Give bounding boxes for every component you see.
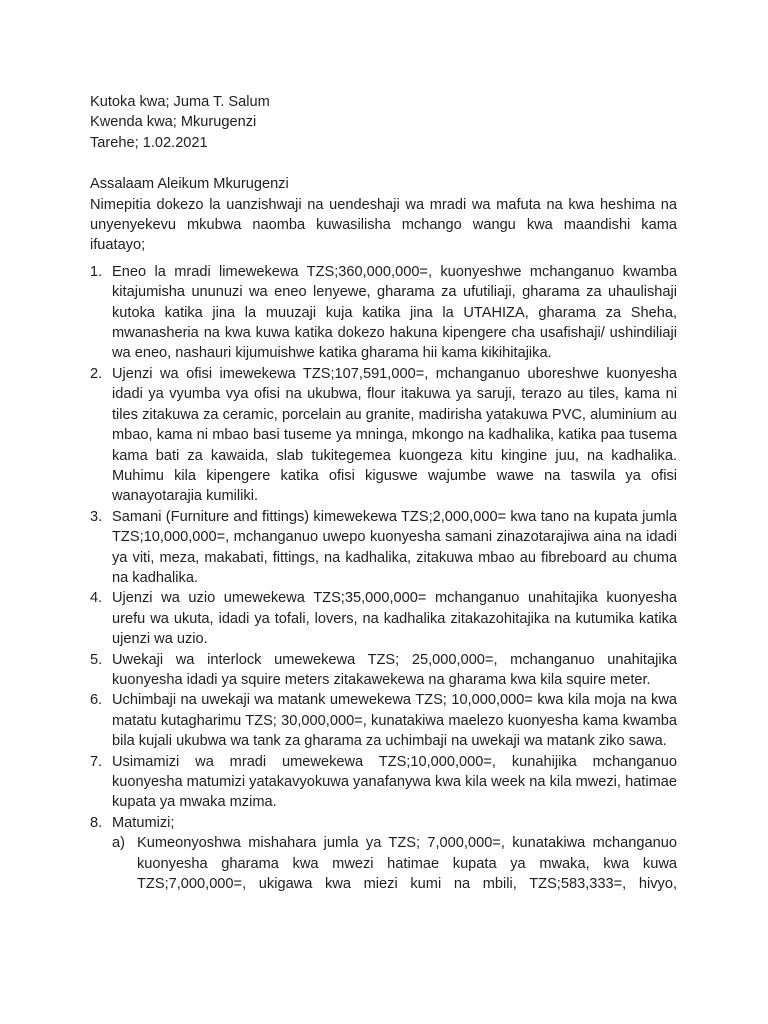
list-item: [90, 752, 677, 813]
list-number: 7.: [90, 753, 103, 770]
list-number: 5.: [90, 651, 103, 668]
list-item-text: Matumizi;: [112, 814, 175, 831]
list-item-text: Samani (Furniture and fittings) kimewekewa TZS;2,000,000= kwa tano na kupata jumla TZS;10,000,000=, mchanganuo uwepo kuonyesha samani zinazotarajiwa aina na idadi ya viti, meza, makabati, fittings, na kadhalika, zitakuwa mbao au fibreboard au chuma na kadhalika.: [112, 508, 677, 586]
list-number: 1.: [90, 263, 103, 280]
sub-list-letter: a): [112, 835, 125, 852]
list-item: [90, 507, 677, 589]
list-item-text: Usimamizi wa mradi umewekewa TZS;10,000,000=, kunahijika mchanganuo kuonyesha matumizi yatakavyokuwa yanafanywa kwa kila week na kila mwezi, hatimae kupata ya mwaka mzima.: [112, 753, 677, 811]
list-item: [90, 262, 677, 364]
intro-paragraph: Nimepitia dokezo la uanzishwaji na uendeshaji wa mradi wa mafuta na kwa heshima na unyenyekevu mkubwa naomba kuwasilisha mchango wangu kwa maandishi kama ifuatayo;: [90, 196, 677, 254]
list-item: [90, 588, 677, 649]
list-number: 2.: [90, 365, 103, 382]
list-number: 3.: [90, 508, 103, 525]
list-number: 8.: [90, 814, 103, 831]
from-line: Kutoka kwa; Juma T. Salum: [90, 94, 270, 110]
sub-list-item-text: Kumeonyoshwa mishahara jumla ya TZS; 7,000,000=, kunatakiwa mchanganuo kuonyesha gharama kwa mwezi hatimae kupata ya mwaka, kwa kuwa TZS;7,000,000=, ukigawa kwa miezi kumi na mbili, TZS;583,333=, hivyo,: [137, 835, 677, 893]
letter-page: [90, 92, 677, 894]
list-item: [90, 813, 677, 895]
list-number: 6.: [90, 692, 103, 709]
greeting: Assalaam Aleikum Mkurugenzi: [90, 176, 289, 193]
sub-list-item: [112, 833, 677, 894]
list-item: [90, 690, 677, 751]
list-item-text: Ujenzi wa ofisi imewekewa TZS;107,591,000=, mchanganuo uboreshwe kuonyesha idadi ya vyumba vya ofisi na ukubwa, flour itakuwa ya saruji, terazo au tiles, kama ni tiles zitakuwa za ceramic, porcelain au granite, madirisha yatakuwa PVC, aluminium au mbao, kama ni mbao basi tuseme ya mninga, mkongo na kadhalika, katika paa tusema kama bati za kawaida, slab tukitegemea kuongeza kitu kingine juu, na kadhalika. Muhimu kila kipengere katika ofisi kiguswe wajumbe wawe na taswila ya ofisi wanayotarajia kumiliki.: [112, 365, 677, 505]
list-item-text: Ujenzi wa uzio umewekewa TZS;35,000,000= mchanganuo unahitajika kuonyesha urefu wa ukuta, idadi ya tofali, lovers, na kadhalika zitakazohitajika na kutumika katika ujenzi wa uzio.: [112, 590, 677, 648]
sub-list: [112, 833, 677, 894]
list-item: [90, 650, 677, 691]
date-line: Tarehe; 1.02.2021: [90, 134, 208, 151]
list-number: 4.: [90, 590, 103, 607]
to-line: Kwenda kwa; Mkurugenzi: [90, 114, 257, 131]
list-item-text: Uchimbaji na uwekaji wa matank umewekewa TZS; 10,000,000= kwa kila moja na kwa matatu kutagharimu TZS; 30,000,000=, kunatakiwa maelezo kuonyesha kama kwamba bila kujali ukubwa wa tank za gharama za uchimbaji na uwekaji wa matank ziko sawa.: [112, 692, 677, 750]
list-item-text: Uwekaji wa interlock umewekewa TZS; 25,000,000=, mchanganuo unahitajika kuonyesha idadi ya squire meters zitakawekewa na gharama kwa kila squire meter.: [112, 651, 677, 688]
contribution-list: [90, 262, 677, 895]
list-item-text: Eneo la mradi limewekewa TZS;360,000,000=, kuonyeshwe mchanganuo kwamba kitajumisha ununuzi wa eneo lenyewe, gharama za ufutiliaji, gharama za uhaulishaji kutoka katika jina la muuzaji kuja katika jina la UTAHIZA, gharama za Sheha, mwanasheria na kwa kuwa katika dokezo hakuna kipengere cha usafishaji/ ushindiliaji wa eneo, nashauri kijumuishwe katika gharama hii kama kikihitajika.: [112, 263, 677, 362]
list-item: [90, 364, 677, 507]
